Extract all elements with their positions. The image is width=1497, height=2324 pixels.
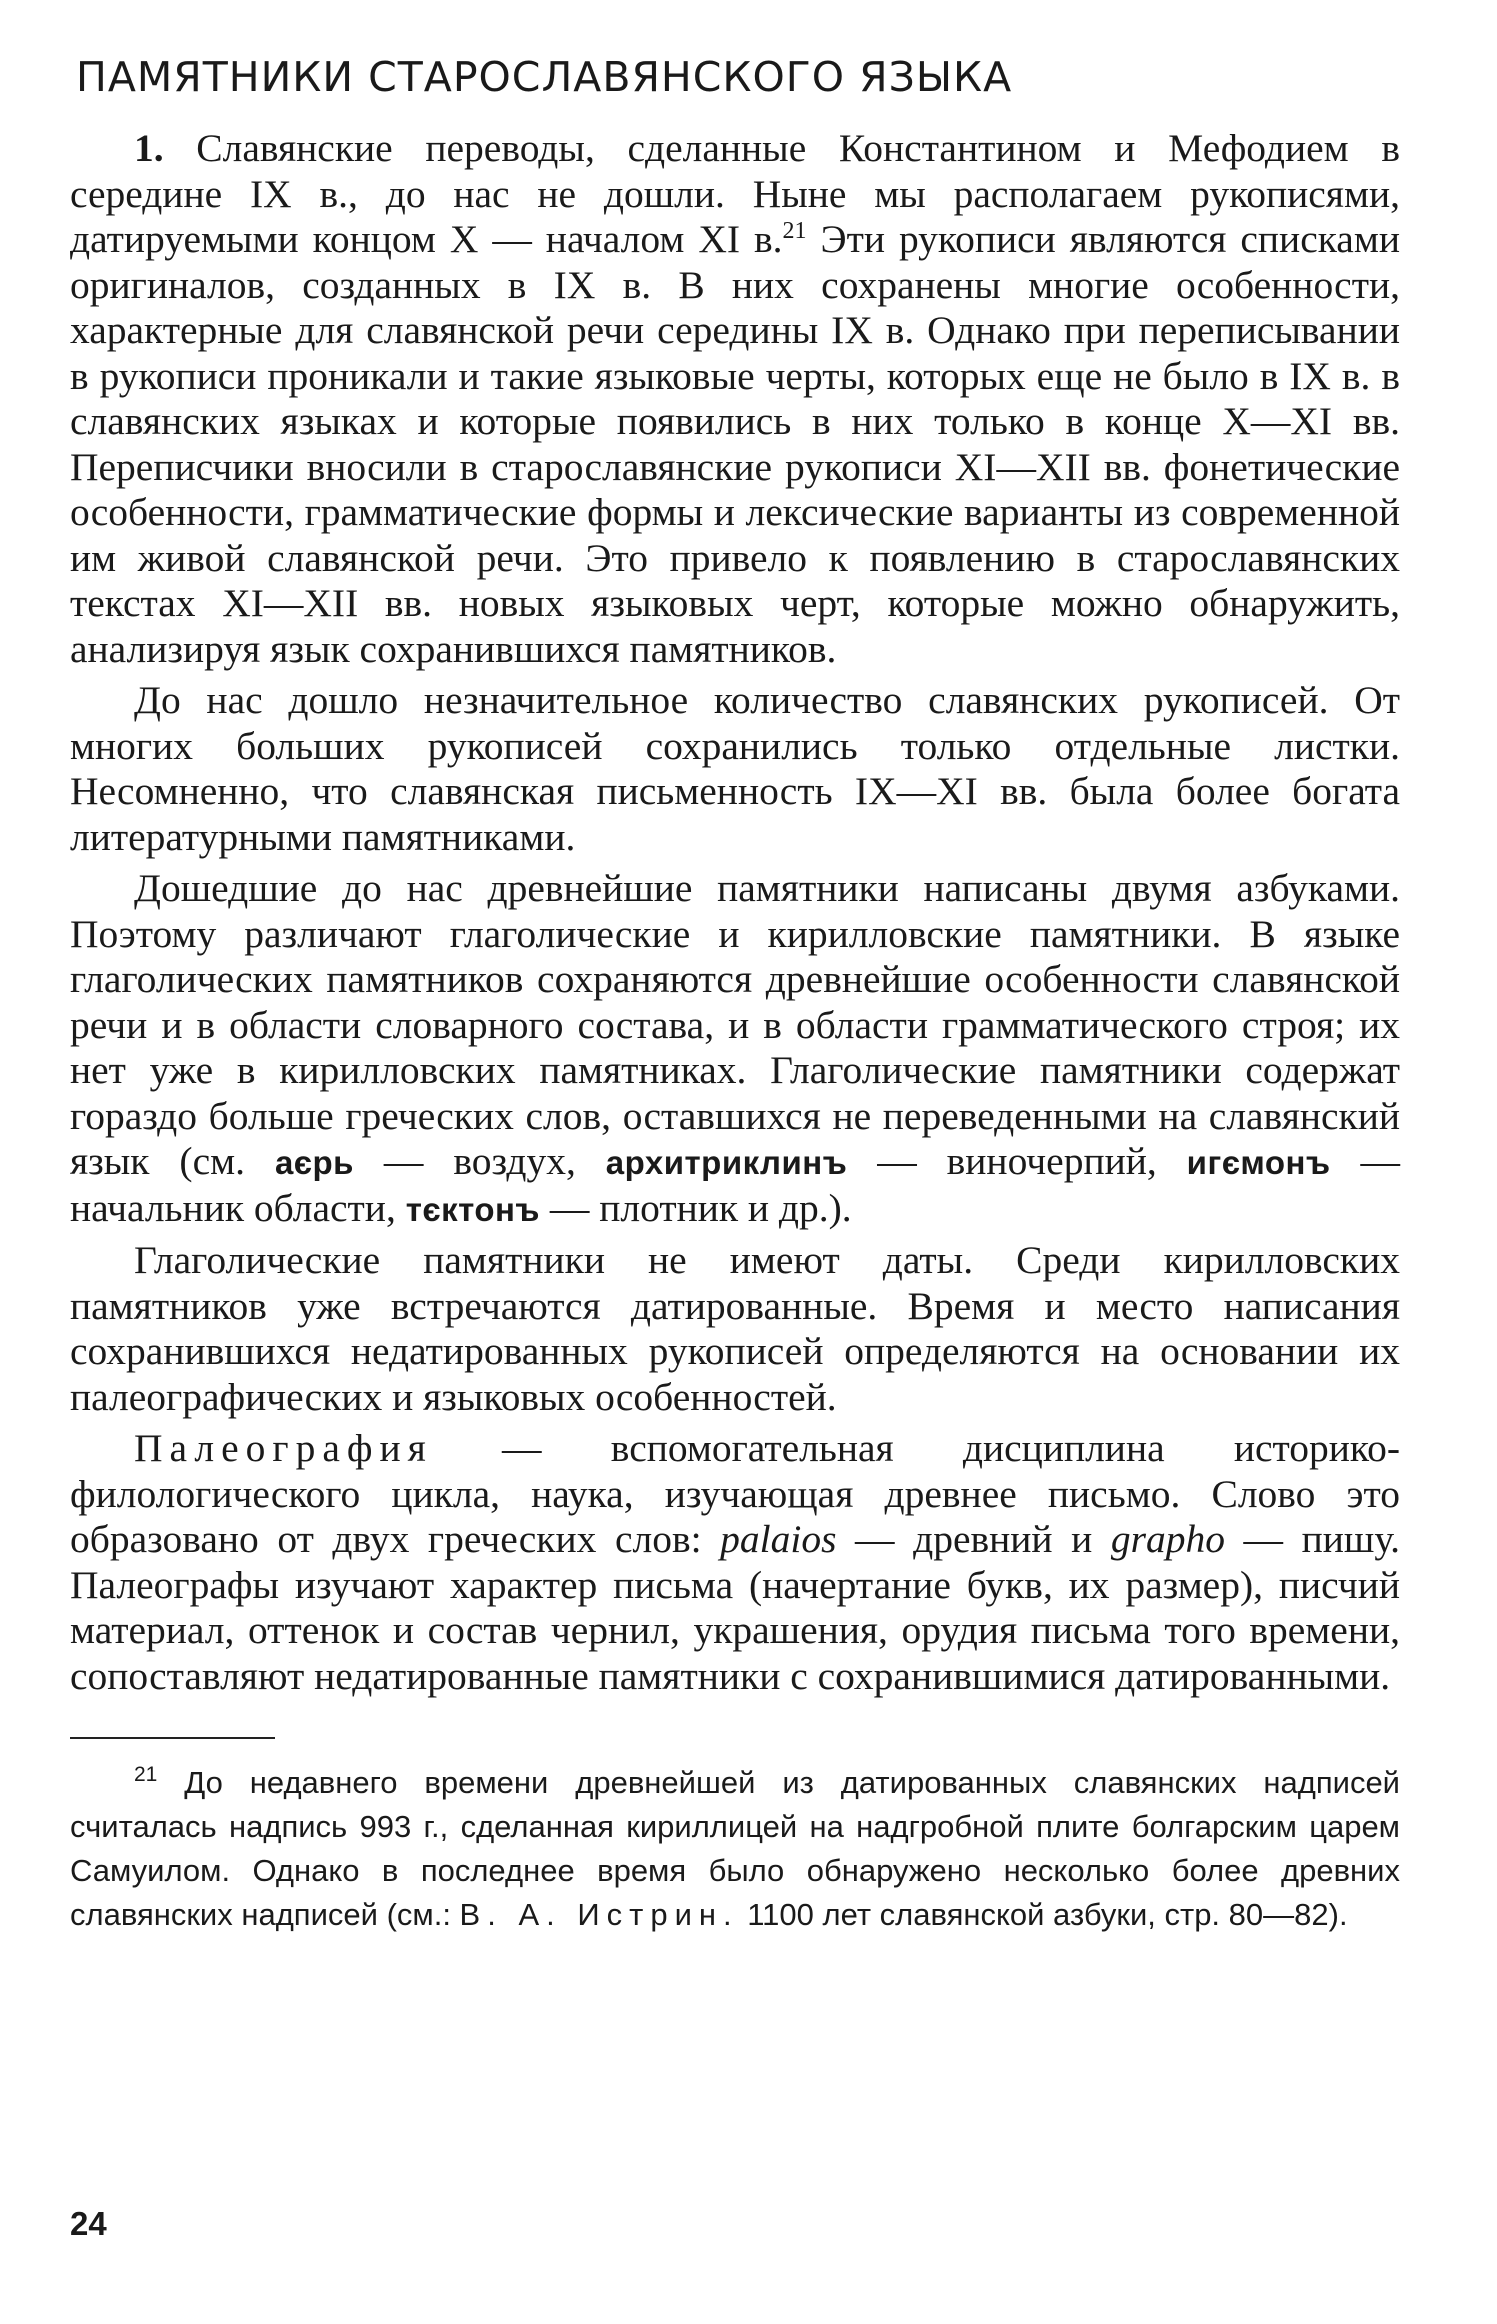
footnote-text-a: До недавнего времени древнейшей из датированных славянских надписей считалась надпись 993 г., сделанная кириллицей на надгробной плите болгарским царем Самуилом. Однако в последнее время было обнаружено несколько более древних славянских надписей (см.: bbox=[70, 1765, 1400, 1933]
paragraph-5-text-b: — древний и bbox=[836, 1517, 1111, 1562]
footnote-author: В. А. Истрин. bbox=[459, 1897, 739, 1933]
paragraph-number: 1. bbox=[134, 126, 164, 171]
paragraph-1-text-a: Славянские переводы, сделанные Константином и Мефодием в середине IX в., до нас не дошли. Ныне мы располагаем рукописями, датируемыми концом X — началом XI в. bbox=[70, 126, 1400, 262]
footnote-number: 21 bbox=[134, 1763, 158, 1787]
paragraph-5-text-c: — пишу. Палеографы изучают характер письма (начертание букв, их размер), писчий материал, оттенок и состав чернил, украшения, орудия письма того времени, сопоставляют недатированные памятники с сохранившимися датированными. bbox=[70, 1517, 1400, 1698]
paragraph-3-text-t4: — плотник и др.). bbox=[539, 1185, 852, 1230]
term-paleography: Палеография bbox=[134, 1426, 433, 1471]
old-slavonic-word-3: игємонъ bbox=[1186, 1144, 1331, 1182]
paragraph-3-text-t1: — воздух, bbox=[353, 1139, 606, 1184]
old-slavonic-word-1: аєрь bbox=[274, 1144, 354, 1182]
main-text bbox=[70, 126, 1400, 1699]
footnote bbox=[70, 1761, 1400, 1937]
paragraph-5 bbox=[70, 1426, 1400, 1699]
paragraph-5-text-a: — вспомогательная дисциплина историко-филологического цикла, наука, изучающая древнее письмо. Слово это образовано от двух греческих слов: bbox=[70, 1426, 1400, 1562]
paragraph-4: Глаголические памятники не имеют даты. Среди кирилловских памятников уже встречаются датированные. Время и место написания сохранившихся недатированных рукописей определяются на основании их палеографических и языковых особенностей. bbox=[70, 1238, 1400, 1419]
paragraph-1 bbox=[70, 126, 1400, 672]
footnote-divider bbox=[70, 1737, 275, 1739]
greek-word-grapho: grapho bbox=[1110, 1517, 1225, 1562]
greek-word-palaios: palaios bbox=[720, 1517, 837, 1562]
section-heading: ПАМЯТНИКИ СТАРОСЛАВЯНСКОГО ЯЗЫКА bbox=[76, 53, 1013, 101]
book-page bbox=[70, 55, 1400, 2295]
paragraph-3-text-t2: — виночерпий, bbox=[847, 1139, 1187, 1184]
paragraph-2: До нас дошло незначительное количество славянских рукописей. От многих больших рукописей сохранились только отдельные листки. Несомненно, что славянская письменность IX—XI вв. была более богата литературными памятниками. bbox=[70, 678, 1400, 859]
paragraph-3-text-a: Дошедшие до нас древнейшие памятники написаны двумя азбуками. Поэтому различают глаголические и кирилловские памятники. В языке глаголических памятников сохраняются древнейшие особенности славянской речи и в области словарного состава, и в области грамматического строя; их нет уже в кирилловских памятниках. Глаголические памятники содержат гораздо больше греческих слов, оставшихся не переведенными на славянский язык (см. bbox=[70, 866, 1400, 1184]
footnote-text-b: 1100 лет славянской азбуки, стр. 80—82). bbox=[738, 1897, 1348, 1933]
paragraph-3-text-t3: — начальник области, bbox=[70, 1139, 1400, 1230]
footnote-reference: 21 bbox=[782, 218, 807, 245]
page-number: 24 bbox=[70, 2205, 107, 2242]
paragraph-1-text-b: Эти рукописи являются списками оригиналов, созданных в IX в. В них сохранены многие особенности, характерные для славянской речи середины IX в. Однако при переписывании в рукописи проникали и такие языковые черты, которых еще не было в IX в. в славянских языках и которые появились в них только в конце X—XI вв. Переписчики вносили в старославянские рукописи XI—XII вв. фонетические особенности, грамматические формы и лексические варианты из современной им живой славянской речи. Это привело к появлению в старославянских текстах XI—XII вв. новых языковых черт, которые можно обнаружить, анализируя язык сохранившихся памятников. bbox=[70, 217, 1400, 671]
paragraph-3 bbox=[70, 866, 1400, 1232]
old-slavonic-word-2: архитриклинъ bbox=[605, 1144, 848, 1182]
old-slavonic-word-4: тєктонъ bbox=[405, 1190, 540, 1228]
